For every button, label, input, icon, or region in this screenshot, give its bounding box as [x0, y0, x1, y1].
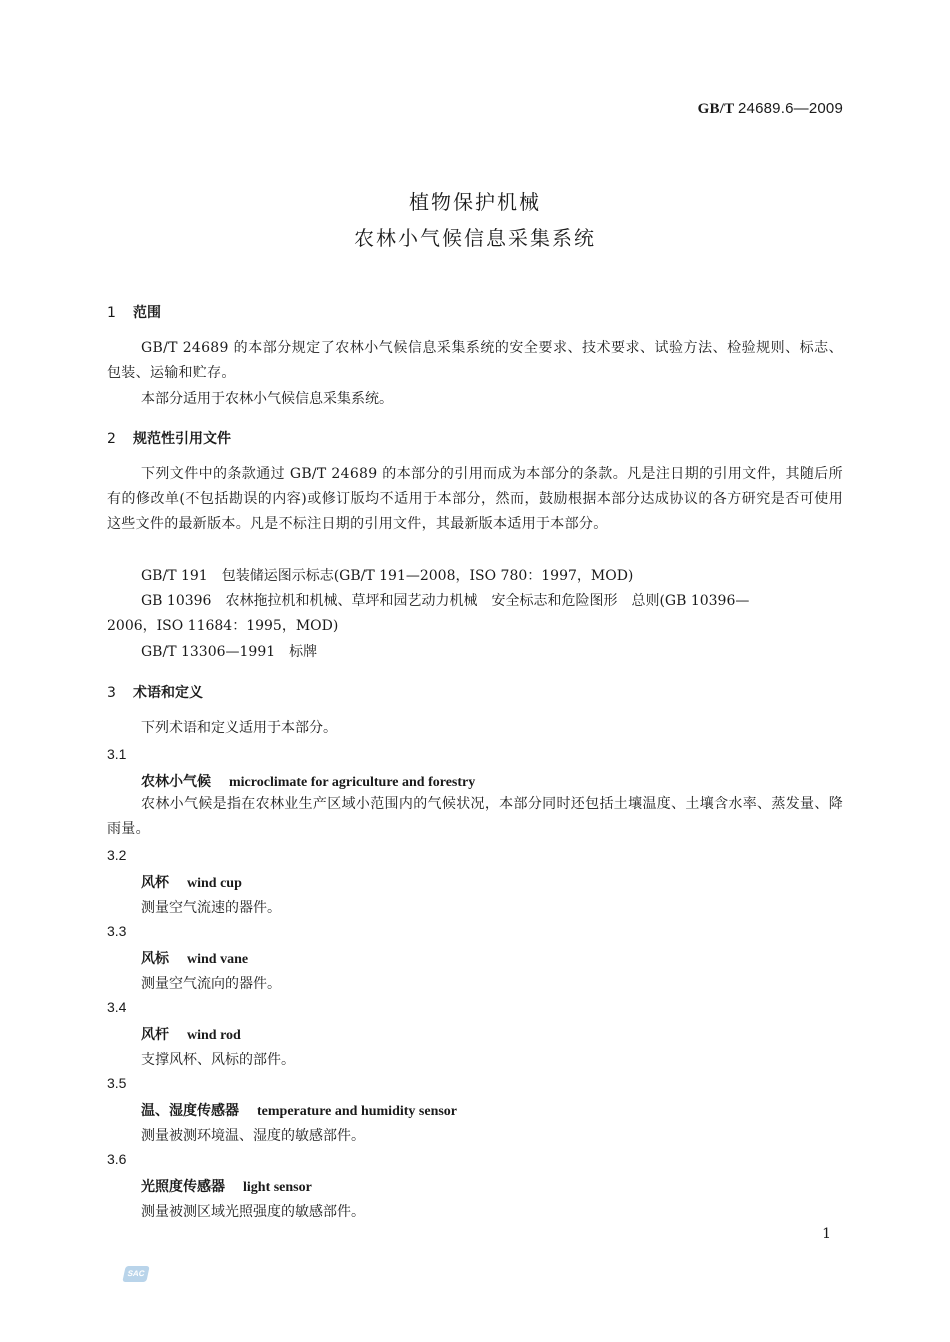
term-entry: 风标 wind vane [141, 951, 249, 967]
reference-item: GB 10396 农林拖拉机和机械、草坪和园艺动力机械 安全标志和危险图形 总则(GB 10396— [141, 593, 750, 609]
document-title-line1: 植物保护机械 [409, 190, 541, 214]
clause-number: 3.5 [107, 1075, 127, 1091]
sac-logo-icon: SAC [122, 1266, 149, 1282]
term-entry: 风杯 wind cup [141, 875, 242, 891]
term-entry: 温、湿度传感器 temperature and humidity sensor [141, 1103, 458, 1119]
term-definition: 测量被测区域光照强度的敏感部件。 [141, 1204, 365, 1220]
term-entry: 风杆 wind rod [141, 1027, 241, 1043]
standard-code [698, 100, 843, 118]
standard-prefix: GB/T [697, 101, 735, 117]
section-heading-terms: 3 术语和定义 [107, 685, 203, 701]
term-definition: 测量空气流向的器件。 [141, 976, 281, 992]
reference-item-continued: 2006，ISO 11684：1995，MOD) [107, 618, 339, 634]
page-number: 1 [822, 1226, 831, 1242]
clause-number: 3.2 [107, 847, 127, 863]
terms-intro: 下列术语和定义适用于本部分。 [141, 720, 337, 736]
term-entry: 光照度传感器 light sensor [141, 1179, 312, 1195]
term-definition: 测量空气流速的器件。 [141, 900, 281, 916]
scope-applicability: 本部分适用于农林小气候信息采集系统。 [141, 391, 393, 407]
scope-paragraph: GB/T 24689 的本部分规定了农林小气候信息采集系统的安全要求、技术要求、试验方法、检验规则、标志、包装、运输和贮存。 [107, 340, 843, 381]
reference-item: GB/T 191 包装储运图示标志(GB/T 191—2008，ISO 780：1997，MOD) [141, 568, 634, 584]
standard-number: 24689.6—2009 [738, 100, 843, 117]
clause-number: 3.6 [107, 1151, 127, 1167]
references-paragraph: 下列文件中的条款通过 GB/T 24689 的本部分的引用而成为本部分的条款。凡是注日期的引用文件，其随后所有的修改单(不包括勘误的内容)或修订版均不适用于本部分，然而，鼓励根据本部分达成协议的各方研究是否可使用这些文件的最新版本。凡是不标注日期的引用文件，其最新版本适用于本部分。 [107, 466, 843, 532]
section-heading-references: 2 规范性引用文件 [107, 431, 231, 447]
term-definition: 测量被测环境温、湿度的敏感部件。 [141, 1128, 365, 1144]
term-definition: 农林小气候是指在农林业生产区域小范围内的气候状况，本部分同时还包括土壤温度、土壤含水率、蒸发量、降雨量。 [107, 796, 843, 837]
term-entry: 农林小气候 microclimate for agriculture and forestry [141, 774, 476, 790]
clause-number: 3.4 [107, 999, 127, 1015]
section-heading-scope: 1 范围 [107, 305, 161, 321]
clause-number: 3.3 [107, 923, 127, 939]
document-title-line2: 农林小气候信息采集系统 [354, 226, 596, 250]
term-definition: 支撑风杯、风标的部件。 [141, 1052, 295, 1068]
reference-item: GB/T 13306—1991 标牌 [141, 644, 318, 660]
clause-number: 3.1 [107, 746, 127, 762]
